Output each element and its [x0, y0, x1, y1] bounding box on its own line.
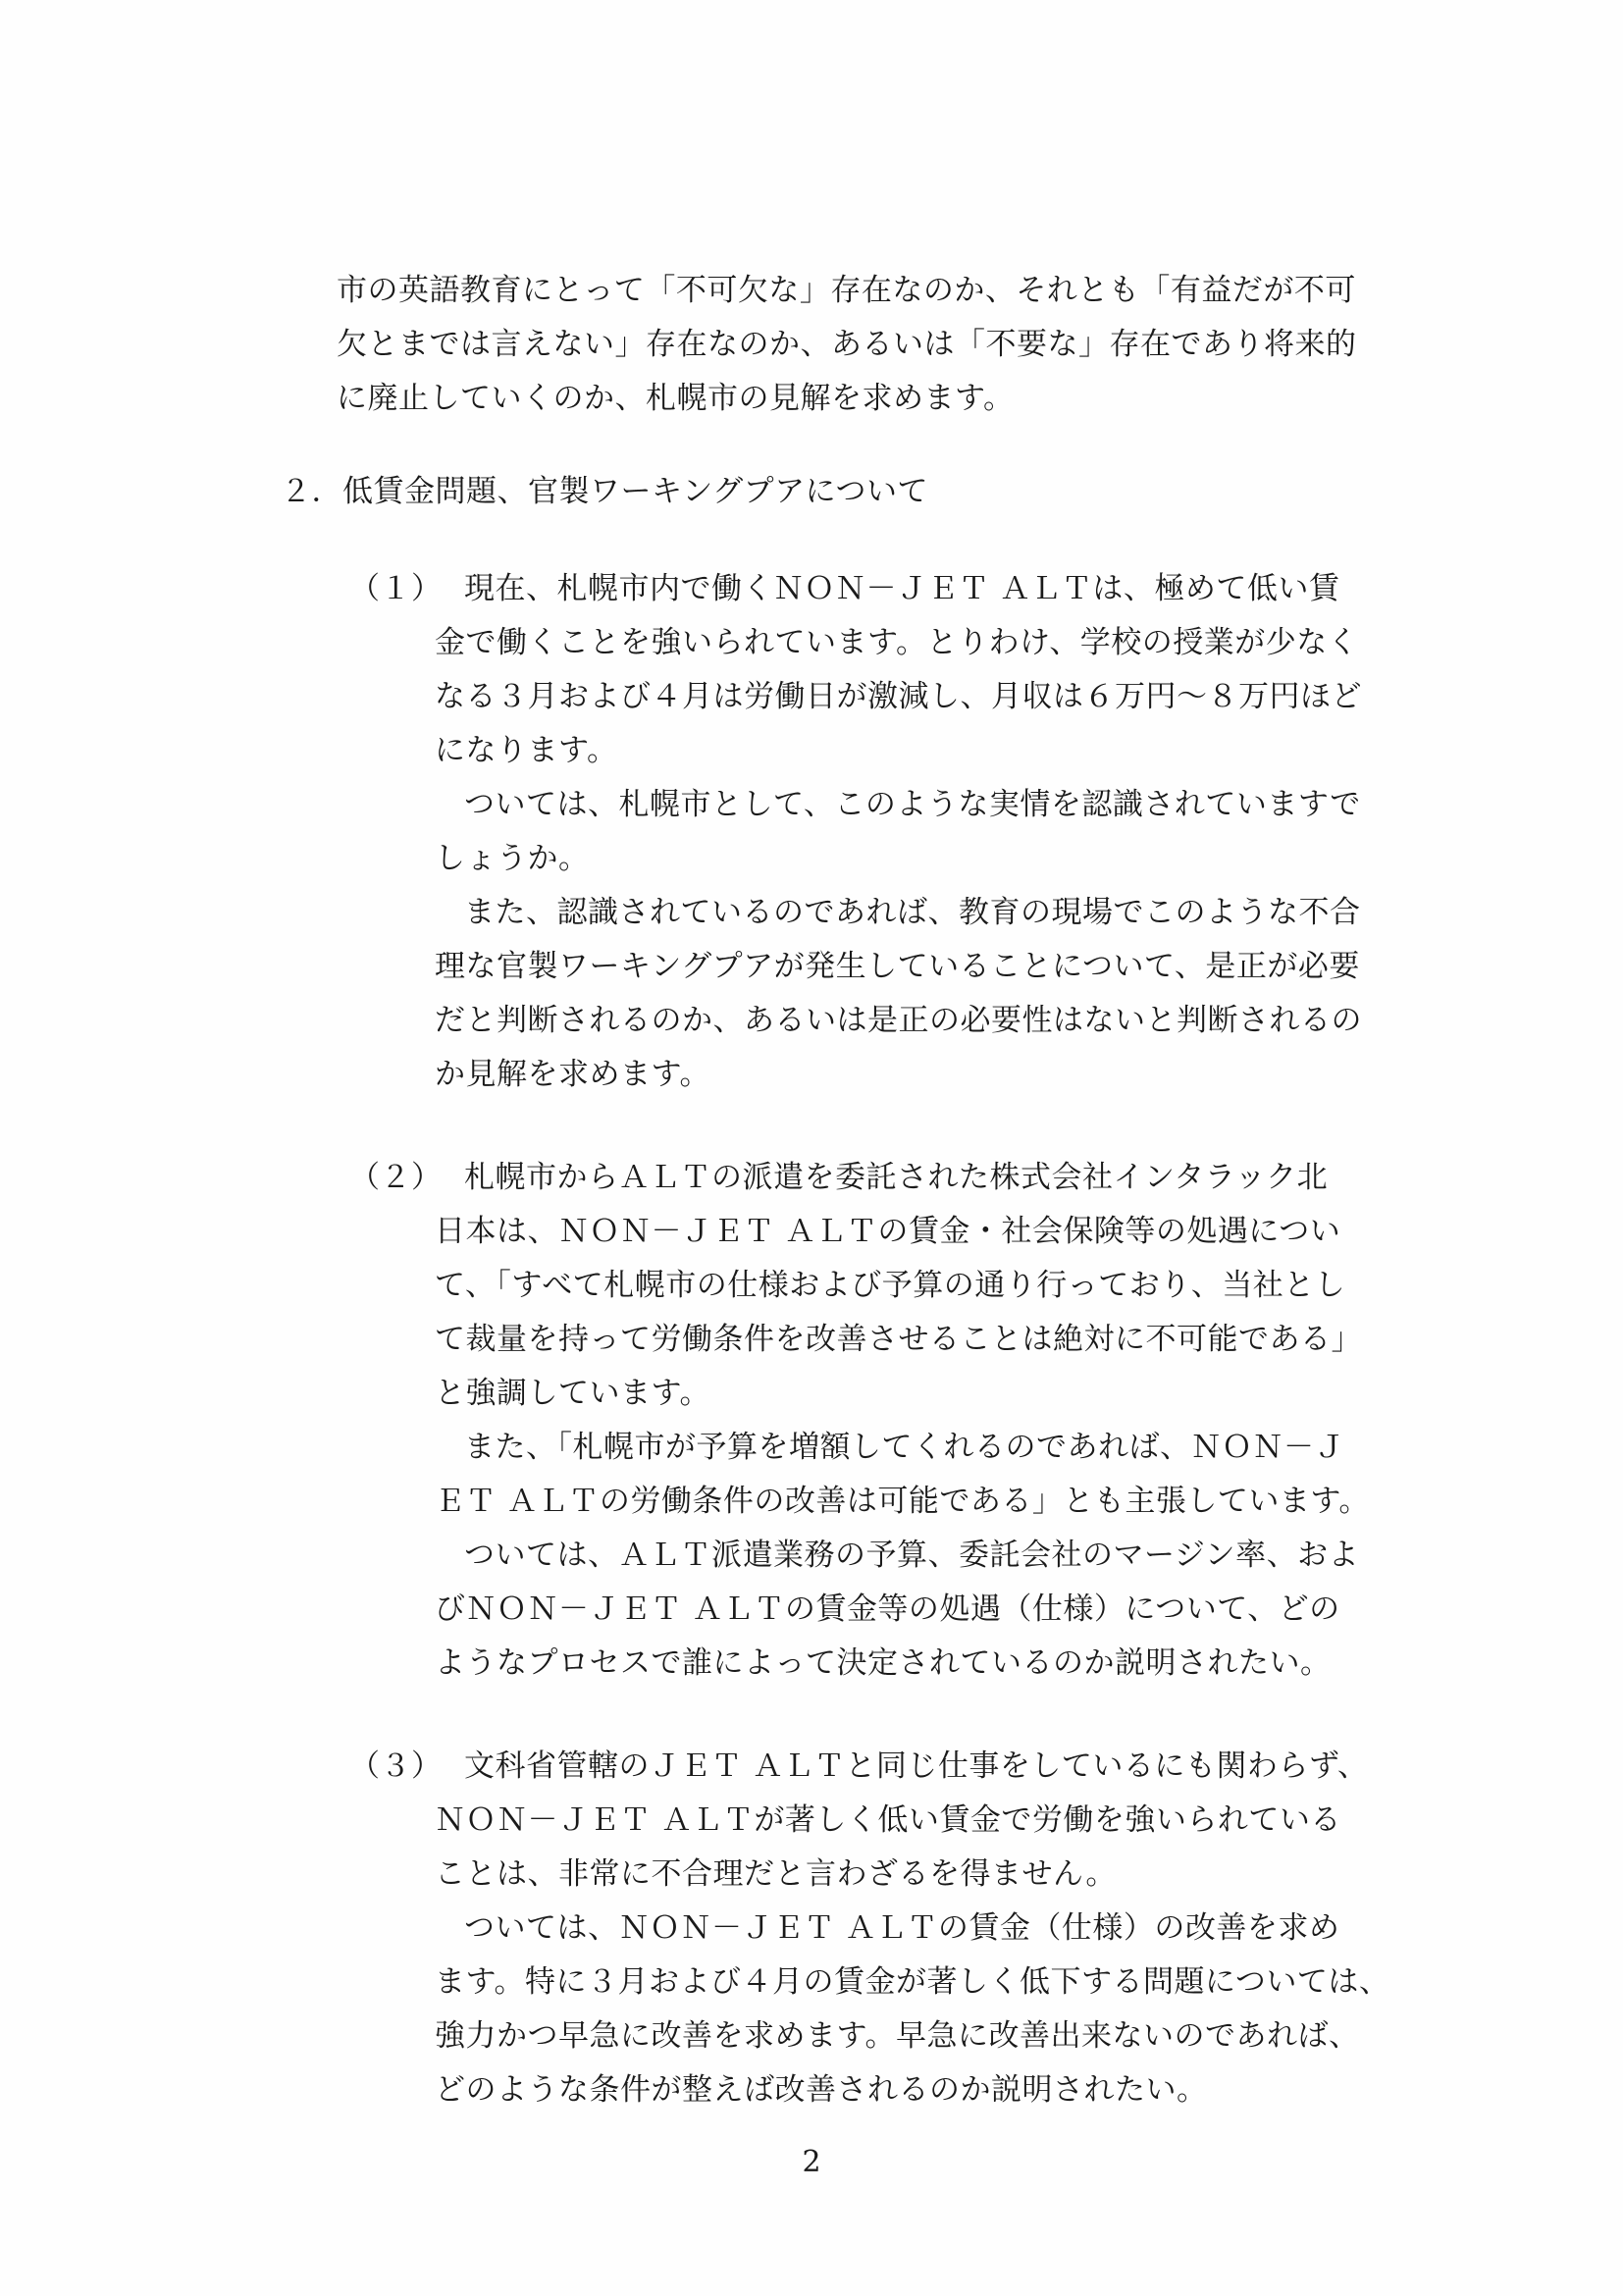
item-1-label: （１）	[349, 571, 443, 606]
item-1-line: か見解を求めます。	[435, 1057, 711, 1092]
item-1-line: しょうか。	[435, 841, 590, 876]
item-2-line: びＮＯＮ－ＪＥＴ ＡＬＴの賃金等の処遇（仕様）について、どの	[435, 1592, 1340, 1627]
item-2-line: と強調しています。	[435, 1376, 711, 1411]
item-1-line: 理な官製ワーキングプアが発生していることについて、是正が必要	[435, 949, 1360, 984]
item-1-line: 現在、札幌市内で働くＮＯＮ－ＪＥＴ ＡＬＴは、極めて低い賃	[464, 571, 1340, 606]
page-number: 2	[802, 2145, 821, 2179]
item-1-line: ついては、札幌市として、このような実情を認識されていますで	[464, 787, 1361, 822]
section-2-heading: ２．低賃金問題、官製ワーキングプアについて	[281, 474, 928, 509]
item-3-line: ついては、ＮＯＮ－ＪＥＴ ＡＬＴの賃金（仕様）の改善を求め	[464, 1910, 1340, 1946]
item-2-line: 札幌市からＡＬＴの派遣を委託された株式会社インタラック北	[464, 1160, 1329, 1195]
item-3-line: ことは、非常に不合理だと言わざるを得ません。	[435, 1856, 1117, 1892]
intro-line-1: 市の英語教育にとって「不可欠な」存在なのか、それとも「有益だが不可	[337, 273, 1356, 308]
item-3-line: ます。特に３月および４月の賃金が著しく低下する問題については、	[435, 1964, 1390, 2000]
item-2-line: て、「すべて札幌市の仕様および予算の通り行っており、当社とし	[435, 1268, 1346, 1303]
intro-line-3: に廃止していくのか、札幌市の見解を求めます。	[337, 381, 1015, 416]
item-2-line: また、「札幌市が予算を増額してくれるのであれば、ＮＯＮ－Ｊ	[464, 1430, 1345, 1465]
intro-line-2: 欠とまでは言えない」存在なのか、あるいは「不要な」存在であり将来的	[337, 327, 1357, 362]
item-3-line: 文科省管轄のＪＥＴ ＡＬＴと同じ仕事をしているにも関わらず、	[464, 1748, 1369, 1784]
item-1-line: なる３月および４月は労働日が激減し、月収は６万円～８万円ほど	[435, 679, 1362, 714]
item-2-line: て裁量を持って労働条件を改善させることは絶対に不可能である」	[435, 1322, 1362, 1357]
item-1-line: また、認識されているのであれば、教育の現場でこのような不合	[464, 895, 1361, 930]
item-3-label: （３）	[349, 1748, 443, 1784]
item-2-line: ＥＴ ＡＬＴの労働条件の改善は可能である」とも主張しています。	[435, 1484, 1370, 1519]
item-2-line: 日本は、ＮＯＮ－ＪＥＴ ＡＬＴの賃金・社会保険等の処遇につい	[435, 1214, 1341, 1249]
item-3-line: どのような条件が整えば改善されるのか説明されたい。	[435, 2072, 1208, 2108]
item-1-line: になります。	[435, 733, 618, 768]
item-1-line: 金で働くことを強いられています。とりわけ、学校の授業が少なく	[435, 625, 1359, 660]
item-2-line: ついては、ＡＬＴ派遣業務の予算、委託会社のマージン率、およ	[464, 1538, 1360, 1573]
item-2-line: ようなプロセスで誰によって決定されているのか説明されたい。	[435, 1645, 1332, 1681]
item-3-line: 強力かつ早急に改善を求めます。早急に改善出来ないのであれば、	[435, 2018, 1360, 2054]
item-1-line: だと判断されるのか、あるいは是正の必要性はないと判断されるの	[435, 1003, 1362, 1038]
item-2-label: （２）	[349, 1160, 443, 1195]
item-3-line: ＮＯＮ－ＪＥＴ ＡＬＴが著しく低い賃金で労働を強いられている	[435, 1802, 1341, 1838]
